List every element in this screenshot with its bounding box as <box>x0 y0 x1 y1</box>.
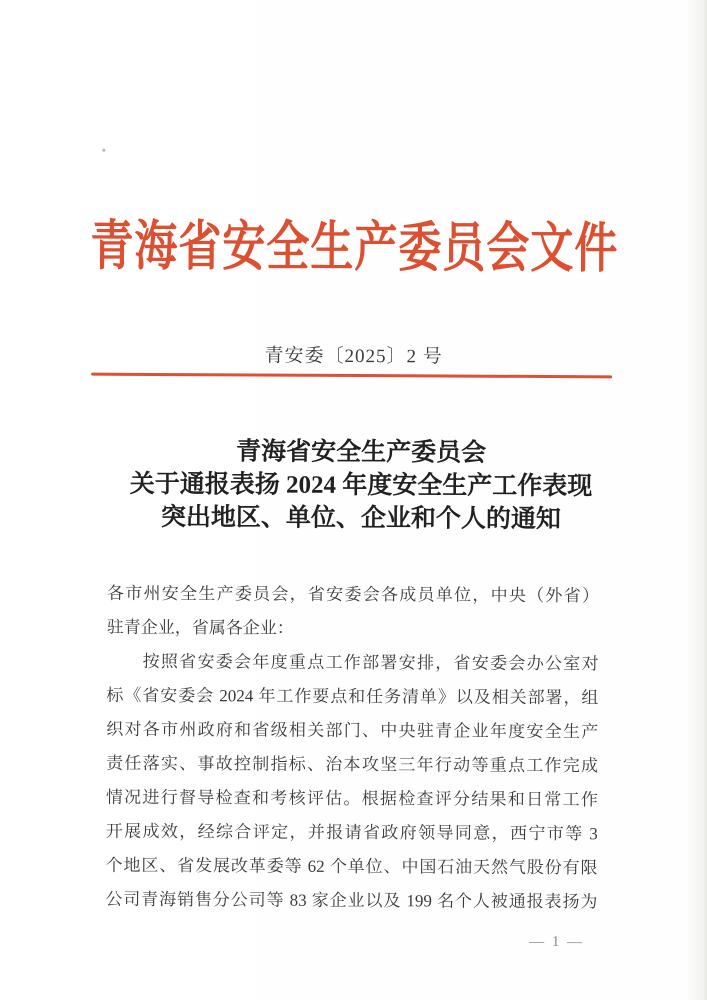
document-title-line-2: 关于通报表扬 2024 年度安全生产工作表现 <box>129 470 593 501</box>
body-line: 驻青企业，省属各企业： <box>106 617 294 638</box>
body-line: 公司青海销售分公司等 83 家企业以及 199 名个人被通报表扬为 <box>105 889 598 912</box>
document-body <box>105 577 599 920</box>
red-separator-line <box>91 373 612 379</box>
red-letterhead-title: 青海省安全生产委员会文件 <box>90 217 619 280</box>
body-line: 标《省安委会 2024 年工作要点和任务清单》以及相关部署，组 <box>106 685 599 708</box>
scan-artifact-speck <box>102 149 105 152</box>
document-title-line-1: 青海省安全生产委员会 <box>236 438 487 467</box>
body-line: 织对各市州政府和省级相关部门、中央驻青企业年度安全生产 <box>106 719 599 742</box>
body-line: 按照省安委会年度重点工作部署安排，省安委会办公室对 <box>142 651 599 674</box>
document-title <box>7 434 707 537</box>
body-line: 情况进行督导检查和考核评估。根据检查评分结果和日常工作 <box>105 787 598 810</box>
page-number: — 1 — <box>529 933 585 951</box>
body-line: 各市州安全生产委员会，省安委会各成员单位，中央（外省） <box>106 583 600 606</box>
document-title-line-3: 突出地区、单位、企业和个人的通知 <box>160 503 561 534</box>
body-line: 个地区、省发展改革委等 62 个单位、中国石油天然气股份有限 <box>105 855 598 878</box>
body-line: 责任落实、事故控制指标、治本攻坚三年行动等重点工作完成 <box>106 753 599 776</box>
document-reference-number: 青安委〔2025〕2 号 <box>264 345 443 368</box>
body-line: 开展成效，经综合评定，并报请省政府领导同意，西宁市等 3 <box>105 821 598 844</box>
